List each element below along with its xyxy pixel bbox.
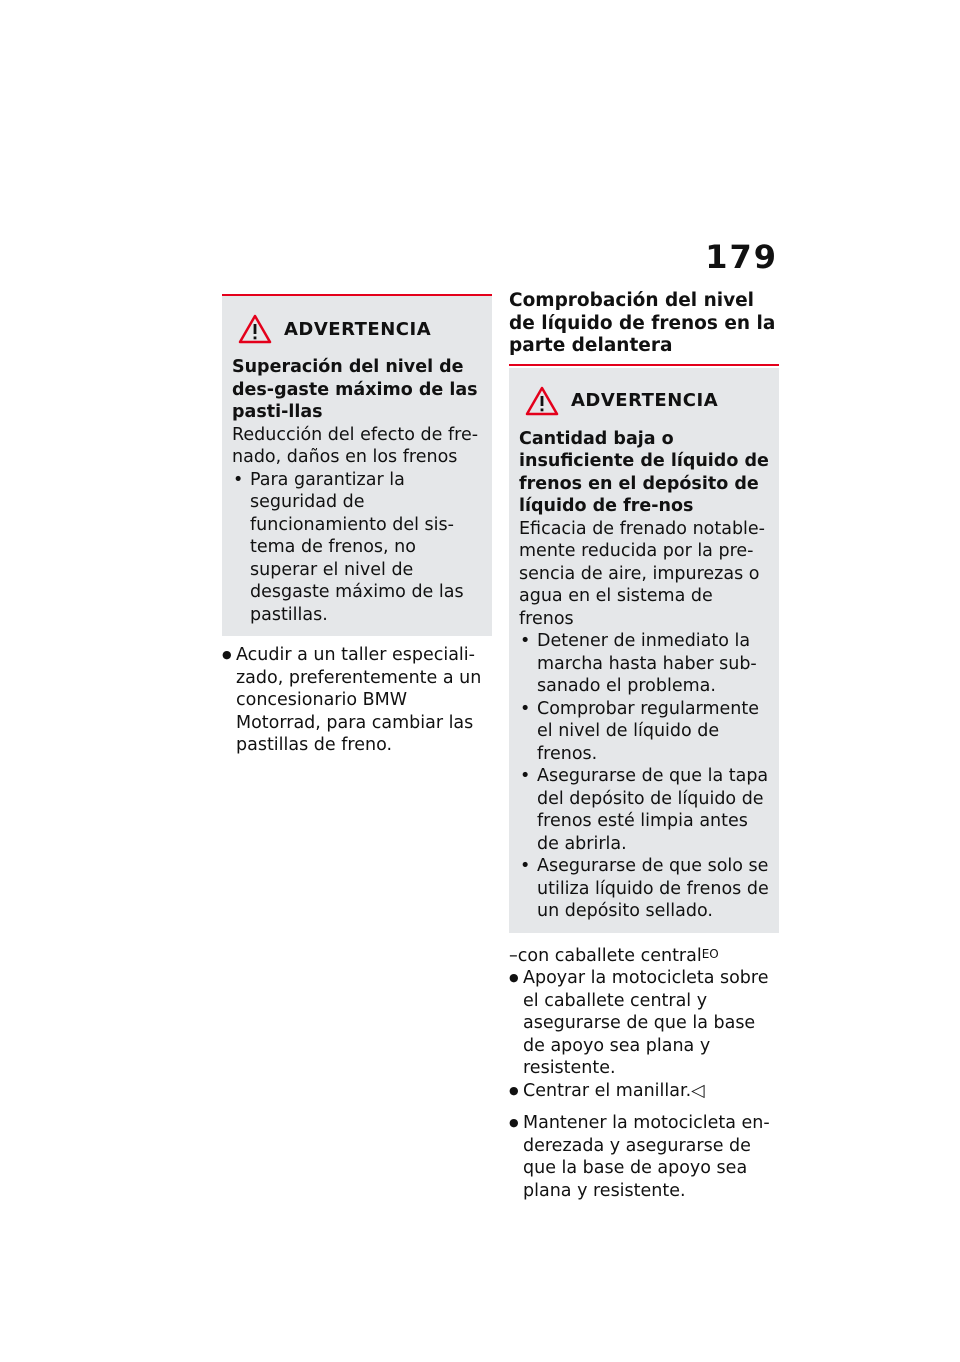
warning-title: ADVERTENCIA bbox=[571, 390, 719, 411]
warning-bullets bbox=[232, 469, 482, 627]
left-column bbox=[222, 294, 492, 757]
warning-bullet: • Comprobar regularmente el nivel de líquido de frenos. bbox=[519, 698, 769, 766]
warning-box bbox=[222, 294, 492, 636]
warning-bullet: • Detener de inmediato la marcha hasta haber sub-sanado el problema. bbox=[519, 630, 769, 698]
action-item: ● Acudir a un taller especiali-zado, preferentemente a un concesionario BMW Motorrad, para cambiar las pastillas de freno. bbox=[222, 644, 492, 757]
warning-header bbox=[232, 314, 482, 344]
action-item: ● Apoyar la motocicleta sobre el caballete central y asegurarse de que la base de apoyo sea plana y resistente. bbox=[509, 967, 779, 1080]
warning-bullets bbox=[519, 630, 769, 923]
warning-triangle-icon bbox=[525, 386, 559, 416]
warning-subject: Cantidad baja o insuficiente de líquido de frenos en el depósito de líquido de fre-nos bbox=[519, 428, 769, 516]
section-title: Comprobación del nivel de líquido de frenos en la parte delantera bbox=[509, 290, 779, 366]
page-number: 179 bbox=[705, 238, 778, 276]
action-item: ● Centrar el manillar.◁ bbox=[509, 1080, 779, 1103]
action-list bbox=[509, 1112, 779, 1202]
condition-mark: EO bbox=[701, 946, 719, 961]
right-column bbox=[509, 290, 779, 1202]
action-list bbox=[222, 644, 492, 757]
dash-mark: – bbox=[509, 945, 518, 966]
warning-bullet: • Asegurarse de que solo se utiliza líquido de frenos de un depósito sellado. bbox=[519, 855, 769, 923]
action-item: ● Mantener la motocicleta en-derezada y asegurarse de que la base de apoyo sea plana y resistente. bbox=[509, 1112, 779, 1202]
warning-header bbox=[519, 386, 769, 416]
warning-consequence: Reducción del efecto de fre-nado, daños en los frenos bbox=[232, 424, 479, 467]
warning-box bbox=[509, 368, 779, 933]
warning-bullet: • Asegurarse de que la tapa del depósito de líquido de frenos esté limpia antes de abrirla. bbox=[519, 765, 769, 855]
action-list bbox=[509, 967, 779, 1102]
warning-consequence: Eficacia de frenado notable-mente reducida por la pre-sencia de aire, impurezas o agua en el sistema de frenos bbox=[519, 518, 765, 629]
warning-title: ADVERTENCIA bbox=[284, 318, 432, 340]
condition-line bbox=[509, 945, 779, 968]
warning-bullet: • Para garantizar la seguridad de funcionamiento del sis-tema de frenos, no superar el nivel de desgaste máximo de las pastillas. bbox=[232, 469, 482, 627]
warning-subject: Superación del nivel de des-gaste máximo de las pasti-llas bbox=[232, 357, 478, 422]
condition-text: con caballete central bbox=[517, 945, 702, 966]
warning-triangle-icon bbox=[238, 314, 272, 344]
